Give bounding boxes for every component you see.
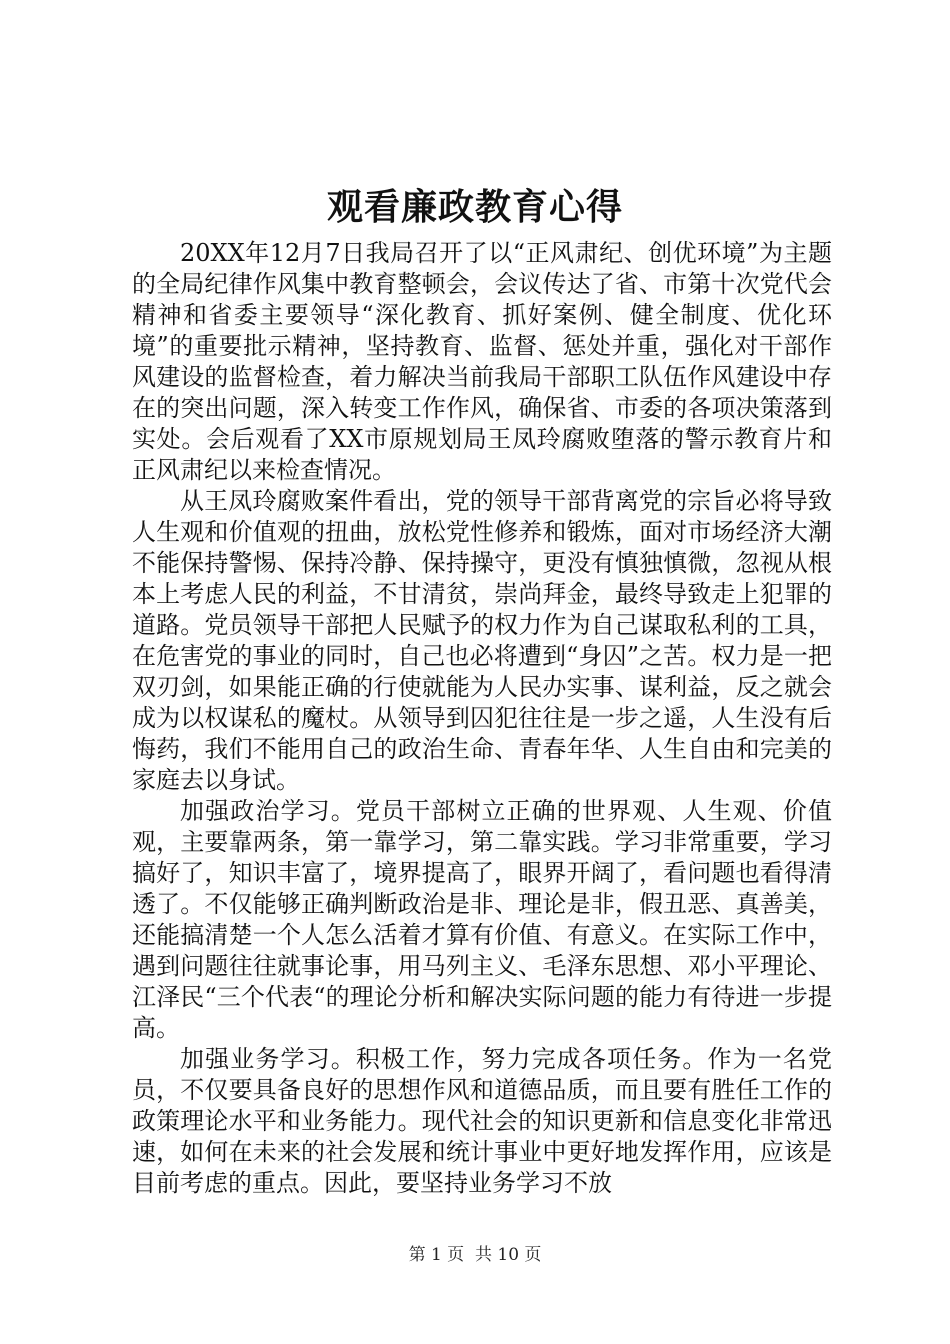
page-number-footer: 第 1 页 共 10 页 <box>408 1245 542 1265</box>
paragraph-1: 20XX年12月7日我局召开了以“正风肃纪、创优环境”为主题的全局纪律作风集中教育整顿会，会议传达了省、市第十次党代会精神和省委主要领导“深化教育、抓好案例、健全制度、优化环境”的重要批示精神，坚持教育、监督、惩处并重，强化对干部作风建设的监督检查，着力解决当前我局干部职工队伍作风建设中存在的突出问题，深入转变工作作风，确保省、市委的各项决策落到实处。会后观看了XX市原规划局王凤玲腐败堕落的警示教育片和正风肃纪以来检查情况。 <box>132 239 832 484</box>
paragraph-2: 从王凤玲腐败案件看出，党的领导干部背离党的宗旨必将导致人生观和价值观的扭曲，放松党性修养和锻炼，面对市场经济大潮不能保持警惕、保持冷静、保持操守，更没有慎独慎微，忽视从根本上考虑人民的利益，不甘清贫，崇尚拜金，最终导致走上犯罪的道路。党员领导干部把人民赋予的权力作为自己谋取私利的工具，在危害党的事业的同时，自己也必将遭到“身囚”之苦。权力是一把双刃剑，如果能正确的行使就能为人民办实事、谋利益，反之就会成为以权谋私的魔杖。从领导到囚犯往往是一步之遥，人生没有后悔药，我们不能用自己的政治生命、青春年华、人生自由和完美的家庭去以身试。 <box>132 487 832 794</box>
paragraph-4: 加强业务学习。积极工作，努力完成各项任务。作为一名党员，不仅要具备良好的思想作风和道德品质，而且要有胜任工作的政策理论水平和业务能力。现代社会的知识更新和信息变化非常迅速，如何在未来的社会发展和统计事业中更好地发挥作用，应该是目前考虑的重点。因此，要坚持业务学习不放 <box>132 1045 832 1197</box>
paragraph-3: 加强政治学习。党员干部树立正确的世界观、人生观、价值观，主要靠两条，第一靠学习，第二靠实践。学习非常重要，学习搞好了，知识丰富了，境界提高了，眼界开阔了，看问题也看得清透了。不仅能够正确判断政治是非、理论是非，假丑恶、真善美，还能搞清楚一个人怎么活着才算有价值、有意义。在实际工作中，遇到问题往往就事论事，用马列主义、毛泽东思想、邓小平理论、江泽民“三个代表“的理论分析和解决实际问题的能力有待进一步提高。 <box>132 797 832 1042</box>
document-body <box>132 238 832 1199</box>
document-title: 观看廉政教育心得 <box>326 186 623 228</box>
